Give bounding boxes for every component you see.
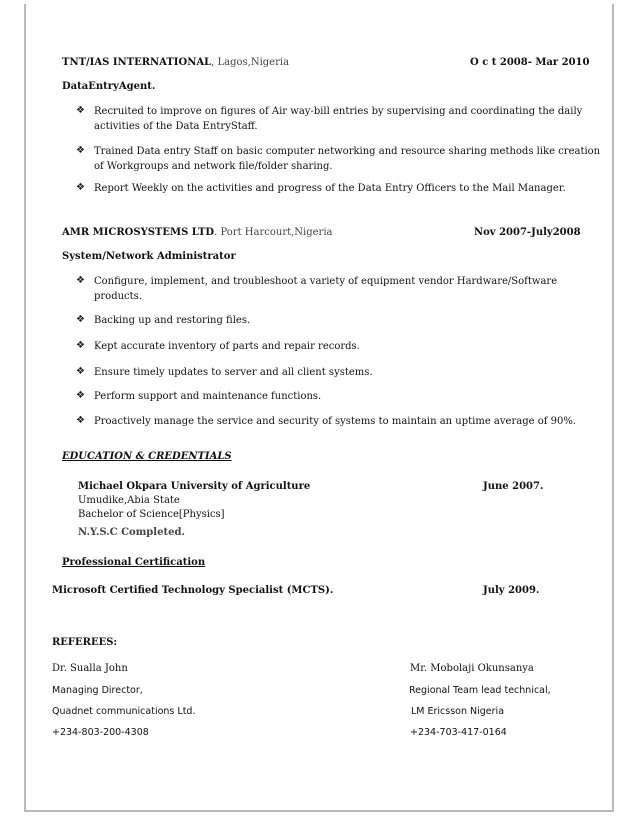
job2-dates: Nov 2007-July2008 xyxy=(474,227,581,238)
bullet-item-text: Recruited to improve on figures of Air way-bill entries by supervising and coordinating the daily xyxy=(94,106,583,117)
diamond-bullet-icon: ❖ xyxy=(76,275,85,286)
bullet-item-text: Ensure timely updates to server and all client systems. xyxy=(94,367,373,378)
education-heading: EDUCATION & CREDENTIALS xyxy=(62,451,232,462)
diamond-bullet-icon: ❖ xyxy=(76,182,85,193)
diamond-bullet-icon: ❖ xyxy=(76,105,85,116)
job2-location: . Port Harcourt,Nigeria xyxy=(214,227,333,238)
bullet-item-text: Trained Data entry Staff on basic computer networking and resource sharing methods like creation xyxy=(94,146,601,157)
job1-dates: O c t 2008- Mar 2010 xyxy=(470,57,590,68)
bullet-item-text: activities of the Data EntryStaff. xyxy=(94,121,258,132)
job2-role: System/Network Administrator xyxy=(62,251,236,262)
job2-header xyxy=(62,227,333,238)
diamond-bullet-icon: ❖ xyxy=(76,366,85,377)
diamond-bullet-icon: ❖ xyxy=(76,340,85,351)
bullet-item-text: Report Weekly on the activities and progress of the Data Entry Officers to the Mail Manager. xyxy=(94,183,566,194)
bullet-item-text: Backing up and restoring files. xyxy=(94,315,251,326)
referee-left-name: Dr. Sualla John xyxy=(52,663,128,674)
certification-heading: Professional Certification xyxy=(62,557,206,568)
job1-header xyxy=(62,57,289,68)
education-nysc: N.Y.S.C Completed. xyxy=(78,527,185,538)
diamond-bullet-icon: ❖ xyxy=(76,314,85,325)
certification-date: July 2009. xyxy=(483,585,540,596)
education-degree: Bachelor of Science[Physics] xyxy=(78,509,225,520)
referee-left-title: Managing Director, xyxy=(52,685,143,696)
referee-left-company: Quadnet communications Ltd. xyxy=(52,706,196,717)
bullet-item-text: Perform support and maintenance functions. xyxy=(94,391,322,402)
referee-right-name: Mr. Mobolaji Okunsanya xyxy=(410,663,534,674)
bullet-item-text: of Workgroups and network file/folder sharing. xyxy=(94,161,333,172)
referee-right-company: LM Ericsson Nigeria xyxy=(411,706,505,717)
job1-role: DataEntryAgent. xyxy=(62,81,156,92)
education-location: Umudike,Abia State xyxy=(78,495,180,506)
referee-left-phone: +234-803-200-4308 xyxy=(52,727,149,738)
diamond-bullet-icon: ❖ xyxy=(76,145,85,156)
certification-name: Microsoft Certified Technology Specialist (MCTS). xyxy=(52,585,334,596)
referee-right-phone: +234-703-417-0164 xyxy=(410,727,507,738)
bullet-item-text: products. xyxy=(94,291,142,302)
referee-right-title: Regional Team lead technical, xyxy=(409,685,551,696)
diamond-bullet-icon: ❖ xyxy=(76,415,85,426)
bullet-item-text: Configure, implement, and troubleshoot a variety of equipment vendor Hardware/Software xyxy=(94,276,558,287)
bullet-item-text: Proactively manage the service and security of systems to maintain an uptime average of 90%. xyxy=(94,416,577,427)
job1-company: TNT/IAS INTERNATIONAL xyxy=(62,57,212,68)
education-school: Michael Okpara University of Agriculture xyxy=(78,481,311,492)
bullet-item-text: Kept accurate inventory of parts and repair records. xyxy=(94,341,360,352)
job2-company: AMR MICROSYSTEMS LTD xyxy=(62,227,215,238)
diamond-bullet-icon: ❖ xyxy=(76,390,85,401)
referees-heading: REFEREES: xyxy=(52,637,118,648)
job1-location: , Lagos,Nigeria xyxy=(211,57,290,68)
education-date: June 2007. xyxy=(483,481,544,492)
